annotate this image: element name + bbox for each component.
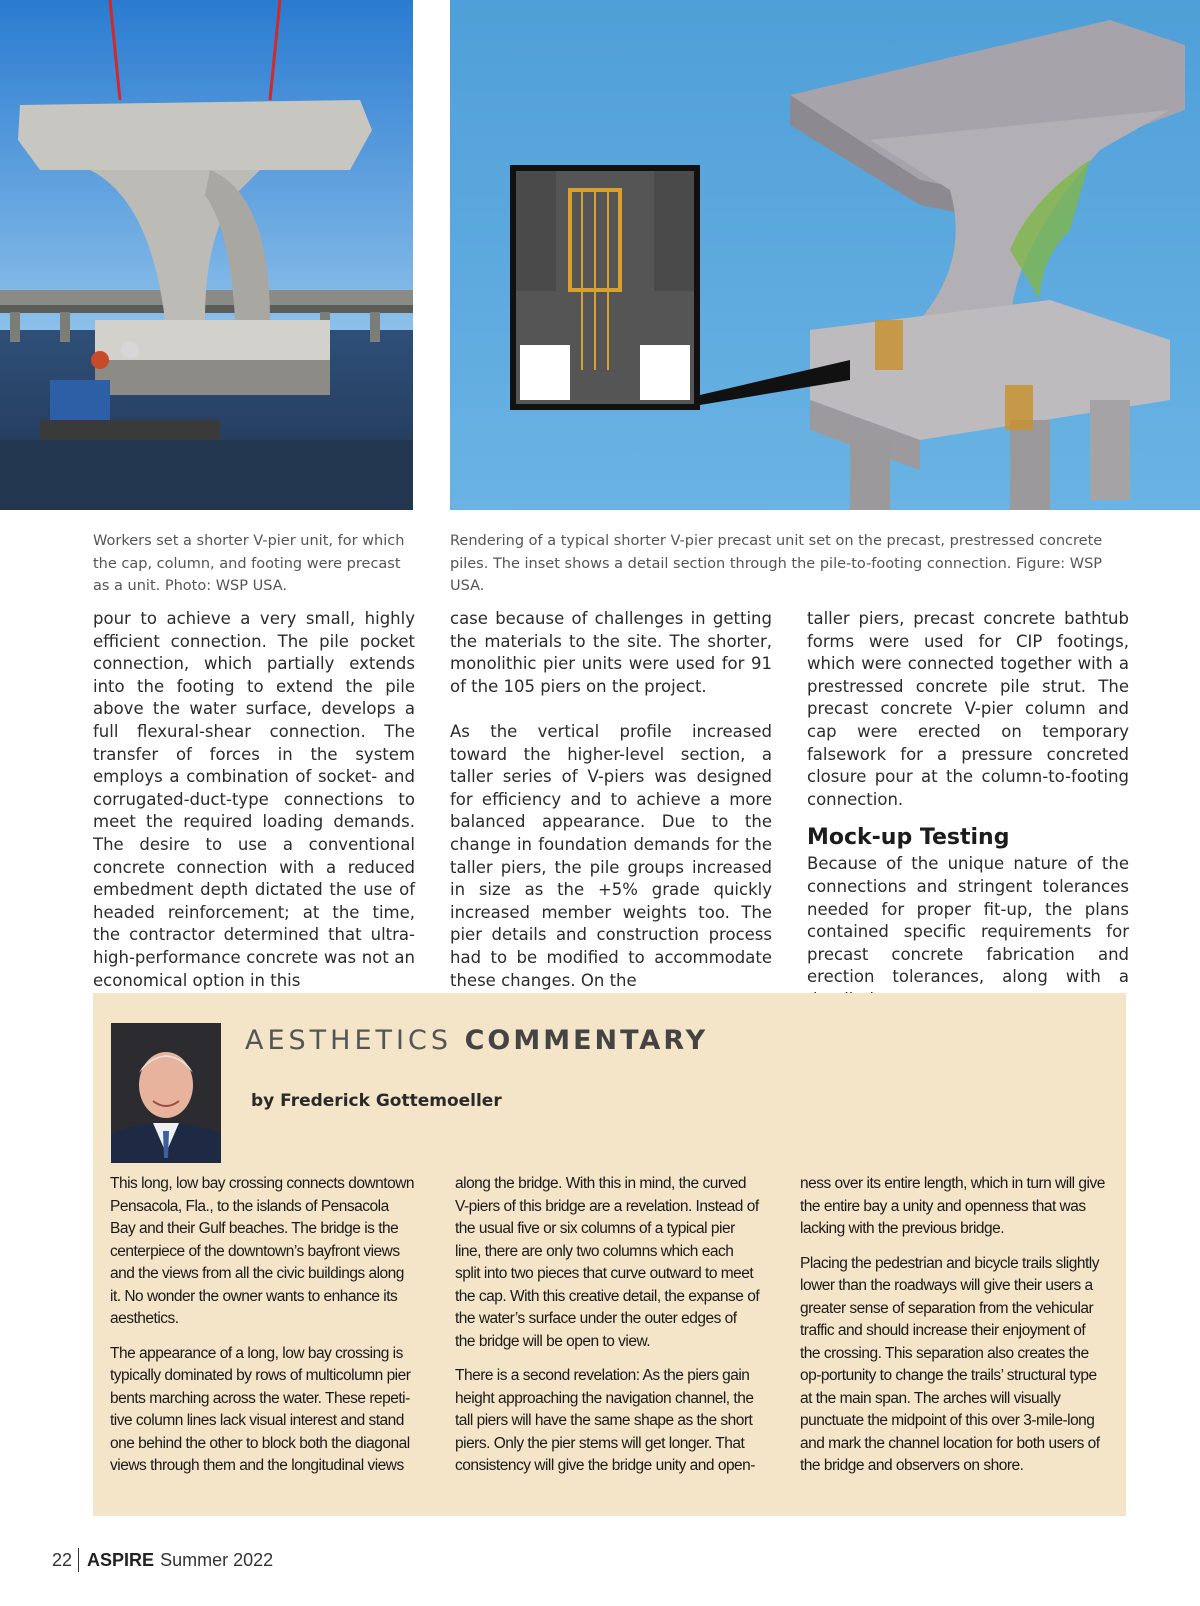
photo-workers-v-pier (0, 0, 413, 510)
body-paragraph: Because of the unique nature of the connections and stringent tolerances needed for proper fit-up, the plans contained specific requirements for precast concrete fabrication and erection tolerances, along with a (807, 854, 1129, 987)
commentary-column-3 (800, 1173, 1105, 1490)
body-column-3 (807, 608, 1129, 1012)
aesthetics-commentary-box (93, 993, 1126, 1516)
commentary-title-bold: COMMENTARY (464, 1025, 709, 1056)
section-heading-mockup-testing: Mock-up Testing (807, 825, 1010, 851)
caption-right-rendering: Rendering of a typical shorter V-pier precast unit set on the precast, prestressed concrete piles. The inset shows a detail section through the pile-to-footing connection. Figure: WSP USA. (450, 533, 1103, 594)
rendering-v-pier-unit (450, 0, 1200, 510)
body-column-1 (93, 608, 415, 992)
commentary-paragraph: Placing the pedestrian and bicycle trails slightly lower than the roadways will give their users a greater sense of separation from the vehicular traffic and should increase their enjoyment of the crossing. This separation also creates the op-portunity to change the trails’ structural type at the main span. The arches will visually punctuate the midpoint of this over 3-mile-long and mark the channel location for both users of the bridge and observers on shore. (800, 1254, 1100, 1474)
footer-divider (78, 1548, 79, 1572)
page-number: 22 (52, 1549, 73, 1570)
body-paragraph: pour to achieve a very small, highly efficient connection. The pile pocket connection, which partially extends into the footing to extend the pile above the water surface, develops a full flexural-shear connection. The transfer of forces in the system employs a combination of socket- and corrugated-duct-type connections to meet the required loading demands. The desire to use a conventional concrete connection with a reduced embedment depth dictated the use of headed reinforcement; at the time, the contractor determined that ultra-high-performance concrete was not an economical option in this (93, 609, 415, 990)
commentary-paragraph: along the bridge. With this in mind, the curved V-piers of this bridge are a revelation. Instead of the usual five or six columns of a typical pier line, there are only two columns which each split into two pieces that curve outward to meet the cap. With this creative detail, the expanse of the water’s surface under the outer edges of the bridge will be open to view. (455, 1175, 760, 1350)
body-column-2 (450, 608, 772, 992)
caption-left-photo: Workers set a shorter V-pier unit, for which the cap, column, and footing were precast as a unit. Photo: WSP USA. (93, 533, 405, 594)
commentary-byline: by Frederick Gottemoeller (251, 1091, 502, 1111)
commentary-paragraph: ness over its entire length, which in turn will give the entire bay a unity and openness that was lacking with the previous bridge. (800, 1175, 1105, 1237)
commentary-title (245, 1025, 708, 1056)
commentary-column-1 (110, 1173, 415, 1490)
commentary-paragraph: The appearance of a long, low bay crossing is typically dominated by rows of multicolumn pier bents marching across the water. These repeti-tive column lines lack visual interest and stand one behind the other to block both the diagonal views through them and the longitudinal views (110, 1344, 411, 1474)
body-paragraph: taller piers, precast concrete bathtub forms were used for CIP footings, which were connected together with a prestressed concrete pile strut. The precast concrete V-pier column and cap were erected on temporary falsework for a pressure concreted closure pour at the column-to-footing connection. (807, 609, 1129, 809)
commentary-paragraph: This long, low bay crossing connects downtown Pensacola, Fla., to the islands of Pensacola Bay and their Gulf beaches. The bridge is the centerpiece of the downtown’s bayfront views and the views from all the civic buildings along it. No wonder the owner wants to enhance its aesthetics. (110, 1175, 415, 1327)
body-paragraph: case because of challenges in getting the materials to the site. The shorter, monolithic pier units were used for 91 of the 105 piers on the project. (450, 609, 772, 696)
commentary-paragraph: There is a second revelation: As the piers gain height approaching the navigation channel, the tall piers will have the same shape as the short piers. Only the pier stems will get longer. That consistency will give the bridge unity and open- (455, 1367, 755, 1474)
issue-label: Summer 2022 (160, 1549, 274, 1570)
page-footer (52, 1548, 273, 1572)
magazine-name: ASPIRE (87, 1549, 155, 1570)
commentary-column-2 (455, 1173, 760, 1490)
body-paragraph: As the vertical profile increased toward the higher-level section, a taller series of V-piers was designed for efficiency and to achieve a more balanced appearance. Due to the change in foundation demands for the taller piers, the pile groups increased in size as the +5% grade quickly increased member weights too. The pier details and construction process had to be modified to accommodate these changes. On the (450, 721, 772, 990)
commentary-title-light: AESTHETICS (245, 1025, 465, 1056)
author-portrait (111, 1023, 221, 1163)
